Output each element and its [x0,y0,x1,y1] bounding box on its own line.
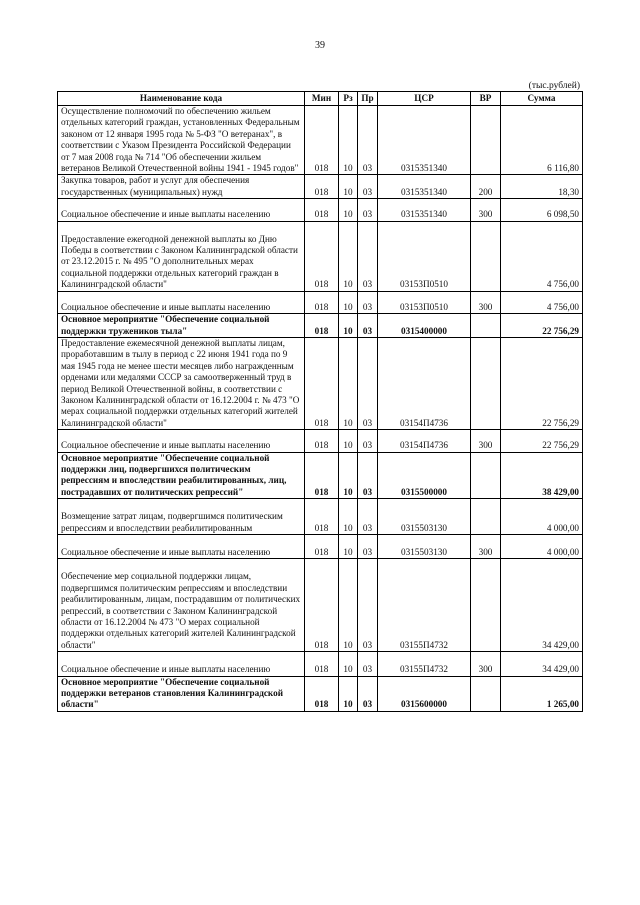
row-rz: 10 [339,337,358,429]
row-vr [471,106,501,175]
row-pr: 03 [358,676,378,711]
row-rz: 10 [339,559,358,652]
row-csr: 03155П4732 [378,559,471,652]
row-vr [471,221,501,291]
table-row [58,430,583,452]
row-pr: 03 [358,106,378,175]
row-pr: 03 [358,337,378,429]
col-header-sum: Сумма [501,92,583,106]
row-name: Социальное обеспечение и иные выплаты населению [58,291,305,313]
row-min: 018 [305,314,339,338]
row-csr: 03153П0510 [378,291,471,313]
row-csr: 03154П4736 [378,430,471,452]
row-sum: 38 429,00 [501,452,583,499]
table-row [58,676,583,711]
row-csr: 0315351340 [378,106,471,175]
row-sum: 34 429,00 [501,652,583,676]
row-pr: 03 [358,559,378,652]
row-rz: 10 [339,221,358,291]
row-pr: 03 [358,652,378,676]
row-name: Основное мероприятие "Обеспечение социальной поддержки лиц, подвергшихся политическим репрессиям и впоследствии реабилитированных, лиц, пострадавших от политических репрессий" [58,452,305,499]
row-sum: 4 756,00 [501,221,583,291]
table-row [58,175,583,199]
page-number: 39 [315,40,325,51]
row-sum: 1 265,00 [501,676,583,711]
row-rz: 10 [339,499,358,535]
row-name: Социальное обеспечение и иные выплаты населению [58,430,305,452]
row-rz: 10 [339,175,358,199]
row-min: 018 [305,652,339,676]
row-vr [471,499,501,535]
row-rz: 10 [339,106,358,175]
row-pr: 03 [358,535,378,559]
row-pr: 03 [358,314,378,338]
row-sum: 4 000,00 [501,499,583,535]
row-rz: 10 [339,291,358,313]
row-csr: 0315503130 [378,535,471,559]
row-name: Обеспечение мер социальной поддержки лицам, подвергшимся политическим репрессиям и впоследствии реабилитированным, лицам, пострадавшим от политических репрессий, в соответствии с Законом Калининградской области от 16.12.2004 № 473 "О мерах социальной поддержки отдельных категорий жителей Калининградской области" [58,559,305,652]
row-min: 018 [305,337,339,429]
table-row [58,221,583,291]
table-row [58,535,583,559]
row-csr: 03153П0510 [378,221,471,291]
col-header-name: Наименование кода [58,92,305,106]
col-header-csr: ЦСР [378,92,471,106]
row-name: Основное мероприятие "Обеспечение социальной поддержки тружеников тыла" [58,314,305,338]
row-pr: 03 [358,291,378,313]
row-rz: 10 [339,652,358,676]
row-csr: 0315351340 [378,199,471,221]
row-sum: 22 756,29 [501,430,583,452]
row-min: 018 [305,430,339,452]
row-vr: 200 [471,175,501,199]
row-csr: 03155П4732 [378,652,471,676]
row-min: 018 [305,106,339,175]
table-header-row [58,92,583,106]
row-csr: 03154П4736 [378,337,471,429]
row-min: 018 [305,291,339,313]
row-min: 018 [305,175,339,199]
col-header-vr: ВР [471,92,501,106]
row-sum: 4 000,00 [501,535,583,559]
table-row [58,199,583,221]
row-pr: 03 [358,199,378,221]
row-vr: 300 [471,430,501,452]
row-min: 018 [305,499,339,535]
row-name: Социальное обеспечение и иные выплаты населению [58,652,305,676]
col-header-pr: Пр [358,92,378,106]
row-rz: 10 [339,314,358,338]
row-rz: 10 [339,535,358,559]
row-vr [471,559,501,652]
table-row [58,337,583,429]
budget-table [57,91,583,712]
row-name: Предоставление ежегодной денежной выплаты ко Дню Победы в соответствии с Законом Калининградской области от 23.12.2015 г. № 495 "О дополнительных мерах социальной поддержки отдельных категорий граждан в Калининградской области" [58,221,305,291]
row-csr: 0315500000 [378,452,471,499]
row-min: 018 [305,199,339,221]
row-name: Возмещение затрат лицам, подвергшимся политическим репрессиям и впоследствии реабилитированным [58,499,305,535]
row-min: 018 [305,559,339,652]
row-vr: 300 [471,199,501,221]
row-csr: 0315400000 [378,314,471,338]
row-rz: 10 [339,430,358,452]
row-vr: 300 [471,652,501,676]
row-sum: 22 756,29 [501,337,583,429]
row-csr: 0315503130 [378,499,471,535]
row-vr: 300 [471,535,501,559]
row-min: 018 [305,452,339,499]
row-vr [471,452,501,499]
row-pr: 03 [358,452,378,499]
row-sum: 4 756,00 [501,291,583,313]
row-pr: 03 [358,221,378,291]
table-row [58,314,583,338]
row-vr [471,676,501,711]
col-header-min: Мин [305,92,339,106]
row-vr: 300 [471,291,501,313]
row-name: Социальное обеспечение и иные выплаты населению [58,535,305,559]
row-csr: 0315351340 [378,175,471,199]
row-name: Закупка товаров, работ и услуг для обеспечения государственных (муниципальных) нужд [58,175,305,199]
row-name: Осуществление полномочий по обеспечению жильем отдельных категорий граждан, установленных Федеральным законом от 12 января 1995 года № 5-ФЗ "О ветеранах", в соответствии с Указом Президента Российской Федерации от 7 мая 2008 года № 714 "Об обеспечении жильем ветеранов Великой Отечественной войны 1941 - 1945 годов" [58,106,305,175]
row-min: 018 [305,676,339,711]
table-row [58,291,583,313]
row-csr: 0315600000 [378,676,471,711]
row-rz: 10 [339,676,358,711]
row-sum: 22 756,29 [501,314,583,338]
row-sum: 34 429,00 [501,559,583,652]
row-pr: 03 [358,499,378,535]
row-rz: 10 [339,452,358,499]
row-min: 018 [305,221,339,291]
table-row [58,652,583,676]
col-header-rz: Рз [339,92,358,106]
row-pr: 03 [358,175,378,199]
row-vr [471,337,501,429]
row-pr: 03 [358,430,378,452]
row-sum: 6 116,80 [501,106,583,175]
row-sum: 6 098,50 [501,199,583,221]
row-min: 018 [305,535,339,559]
row-sum: 18,30 [501,175,583,199]
units-label: (тыс.рублей) [528,81,580,91]
table-row [58,106,583,175]
row-name: Основное мероприятие "Обеспечение социальной поддержки ветеранов становления Калининградской области" [58,676,305,711]
table-row [58,452,583,499]
row-name: Предоставление ежемесячной денежной выплаты лицам, проработавшим в тылу в период с 22 июня 1941 года по 9 мая 1945 года не менее шести месяцев либо награжденным орденами или медалями СССР за самоотверженный труд в период Великой Отечественной войны, в соответствии с Законом Калининградской области от 16.12.2004 г. № 473 "О мерах социальной поддержки отдельных категорий жителей Калининградской области" [58,337,305,429]
row-rz: 10 [339,199,358,221]
row-vr [471,314,501,338]
table-row [58,499,583,535]
row-name: Социальное обеспечение и иные выплаты населению [58,199,305,221]
table-row [58,559,583,652]
